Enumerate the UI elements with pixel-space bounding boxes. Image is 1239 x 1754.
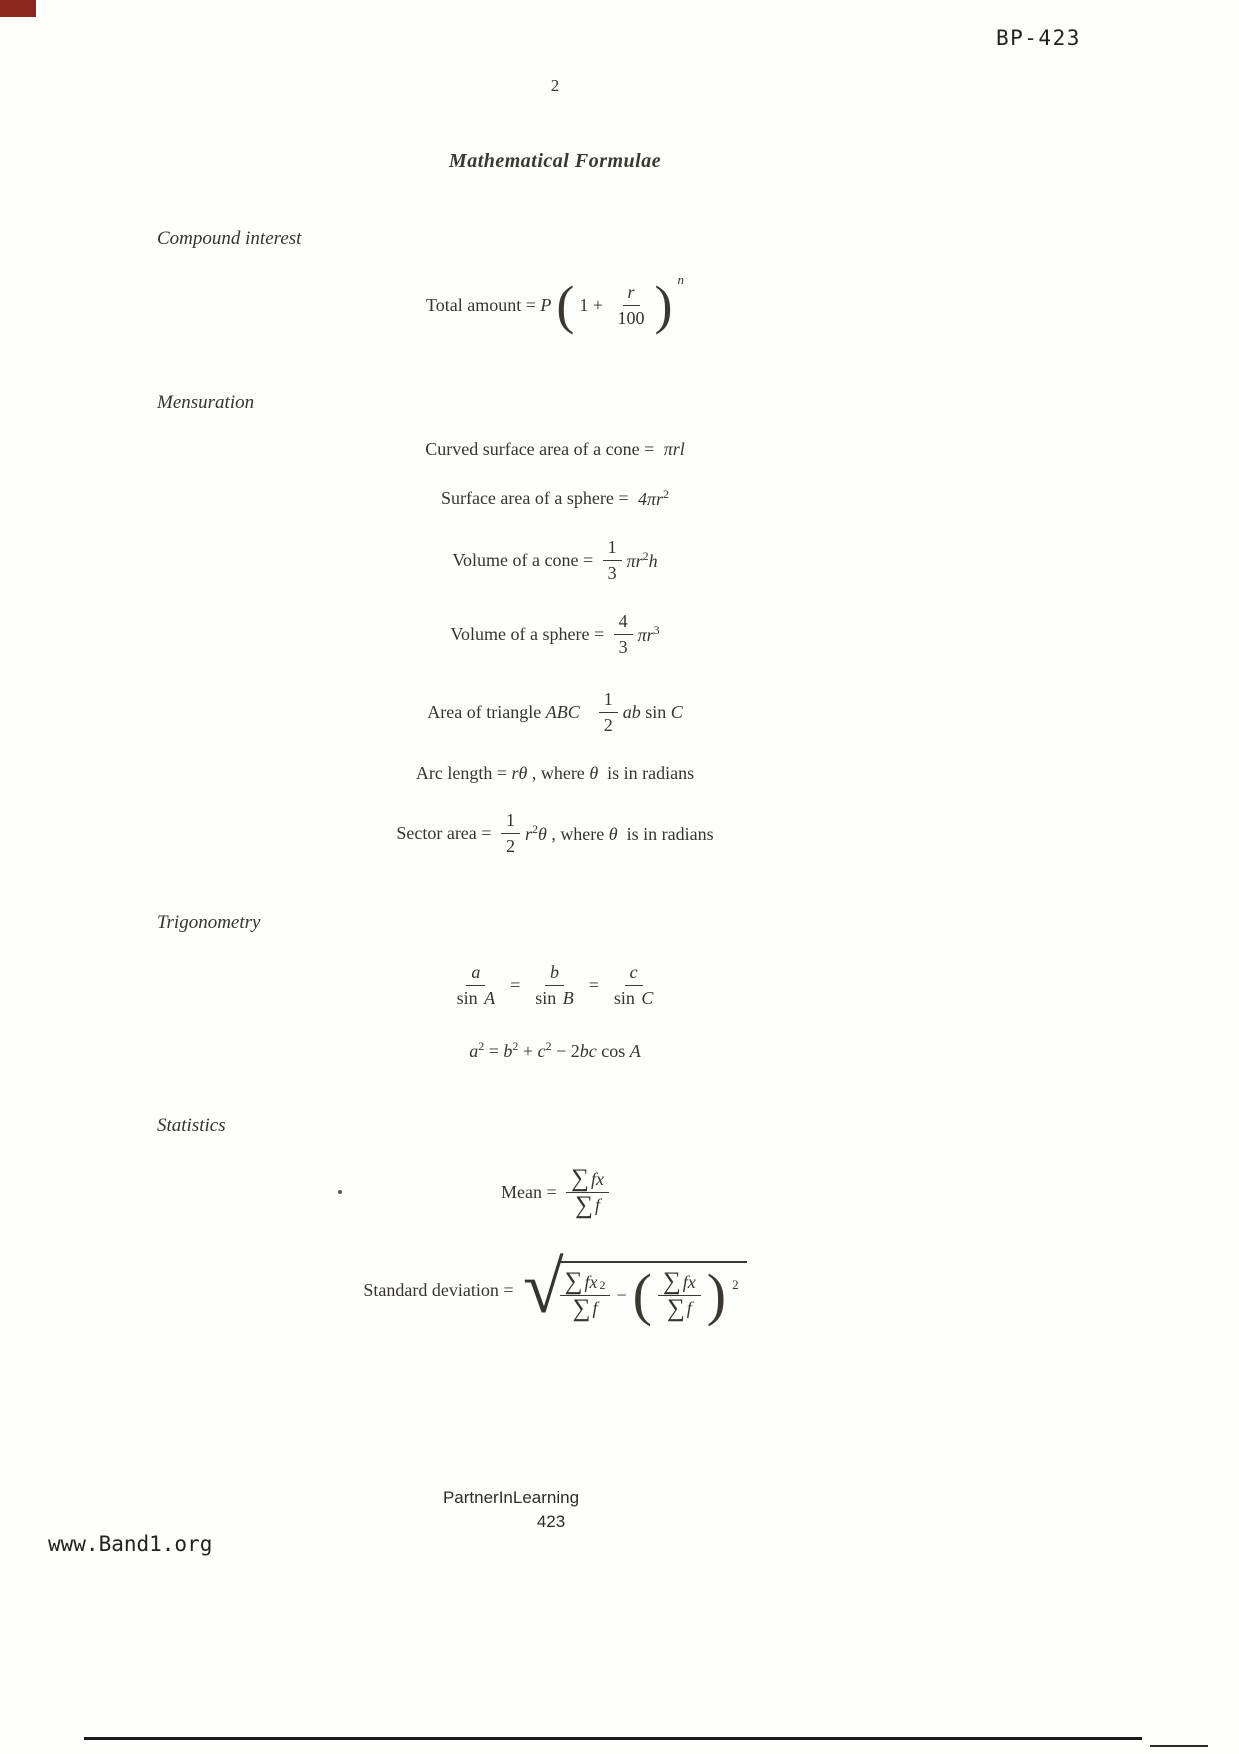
fn-sin: sin	[613, 987, 640, 1008]
post-text: is in radians	[598, 762, 695, 783]
math-text: Mean =	[501, 1181, 562, 1202]
var-fx: fx	[584, 1271, 598, 1292]
sigma-icon: ∑	[666, 1294, 685, 1322]
fraction-fx2-over-f	[560, 1268, 611, 1322]
sigma-icon: ∑	[564, 1268, 583, 1296]
fraction-numerator	[625, 962, 643, 986]
fraction-denominator	[568, 1294, 603, 1322]
var-theta: θ	[589, 762, 599, 783]
fraction-numerator	[466, 962, 485, 986]
fraction-denominator: 2	[603, 714, 613, 735]
exponent-2: 2	[531, 821, 538, 836]
formula-cone-volume	[0, 528, 1110, 592]
var-pir: πr	[626, 550, 643, 571]
radicand: ∑ fx 2 ∑ f − ( ∑ fx ∑ f ) 2	[558, 1261, 747, 1319]
fraction-numerator: 4	[614, 611, 633, 635]
math-text: Standard deviation =	[363, 1279, 519, 1300]
section-heading-statistics: Statistics	[157, 1115, 226, 1136]
fraction-four-thirds	[614, 611, 633, 657]
exponent-2: 2	[478, 1038, 485, 1053]
fraction-c-sinC	[609, 962, 659, 1008]
outer-exponent-2: 2	[732, 1277, 739, 1293]
page-title: Mathematical Formulae	[448, 150, 662, 172]
math-text: Total amount =	[426, 294, 541, 315]
scan-bottom-line	[84, 1737, 1142, 1740]
math-text	[469, 1039, 640, 1062]
fraction-denominator	[609, 986, 659, 1009]
fraction-r-over-100	[613, 282, 650, 328]
sigma-icon: ∑	[575, 1191, 593, 1219]
fraction-numerator	[545, 962, 564, 986]
exponent-2: 2	[512, 1038, 519, 1053]
math-text	[416, 763, 694, 784]
var-c: c	[537, 1040, 546, 1061]
formula-label	[426, 295, 551, 316]
sigma-icon: ∑	[572, 1294, 591, 1322]
var-h: h	[648, 550, 658, 571]
mid-text: , where	[546, 823, 609, 844]
var-fx: fx	[682, 1271, 696, 1292]
formula-cone-surface	[0, 434, 1110, 464]
fraction-b-sinB	[530, 962, 579, 1008]
formula-sector-area	[0, 801, 1110, 865]
var-r: r	[524, 823, 532, 844]
math-text: Curved surface area of a cone =	[425, 438, 659, 459]
math-term	[638, 487, 669, 510]
var-fx: fx	[590, 1168, 604, 1189]
fraction-denominator: 3	[607, 562, 617, 583]
var-4pir: 4πr	[638, 488, 664, 509]
fraction-numerator	[658, 1268, 701, 1296]
scan-bottom-dash	[1150, 1745, 1208, 1747]
section-heading-compound-interest: Compound interest	[157, 228, 302, 249]
math-term	[623, 702, 683, 723]
section-heading-mensuration: Mensuration	[157, 392, 255, 413]
var-angle-a: A	[629, 1040, 641, 1061]
var-f: f	[592, 1297, 598, 1318]
formula-standard-deviation	[0, 1242, 1110, 1338]
math-term	[525, 822, 714, 845]
label-text: Area of triangle	[427, 701, 546, 722]
math-text: 1 +	[579, 294, 608, 315]
watermark-url: www.Band1.org	[48, 1532, 213, 1556]
fraction-one-third	[603, 537, 622, 583]
scan-red-mark	[0, 0, 36, 17]
formula-triangle-area	[0, 680, 1110, 744]
exponent-2: 2	[545, 1038, 552, 1053]
var-bc: bc	[579, 1040, 597, 1061]
var-theta: θ	[537, 823, 547, 844]
var-pirl: πrl	[663, 438, 685, 459]
fn-sin: sin	[535, 987, 561, 1008]
square-root: √ ∑ fx 2 ∑ f − ( ∑ fx ∑ f ) 2	[523, 1261, 747, 1319]
var-angle-c: C	[670, 701, 683, 722]
section-heading-trigonometry: Trigonometry	[157, 912, 261, 933]
fraction-numerator: 1	[501, 810, 520, 834]
var-ab: ab	[622, 701, 641, 722]
exponent-3: 3	[653, 622, 660, 637]
doc-reference: BP-423	[996, 26, 1081, 50]
formula-arc-length	[0, 758, 1110, 788]
footer-brand: PartnerInLearning	[442, 1488, 580, 1507]
var-angle-a: A	[484, 987, 496, 1008]
sigma-icon: ∑	[571, 1165, 589, 1193]
sigma-icon: ∑	[662, 1268, 681, 1296]
formula-sphere-volume	[0, 602, 1110, 666]
fraction-denominator	[570, 1191, 605, 1219]
plus-sign: +	[518, 1040, 538, 1061]
var-a: a	[469, 1040, 479, 1061]
math-term	[638, 623, 660, 646]
equals-sign: =	[588, 974, 599, 995]
var-pir: πr	[637, 624, 654, 645]
fraction-fx-over-f	[658, 1268, 701, 1322]
var-principal: P	[540, 294, 552, 315]
exponent-2: 2	[642, 548, 649, 563]
var-abc: ABC	[545, 701, 580, 722]
var-f: f	[686, 1297, 692, 1318]
var-a: a	[471, 961, 481, 982]
minus-sign: −	[616, 1284, 627, 1305]
math-term	[627, 549, 658, 572]
fraction-numerator	[560, 1268, 611, 1296]
minus-term: − 2	[551, 1040, 580, 1061]
fraction-numerator: 1	[603, 537, 622, 561]
fn-sin: sin	[640, 701, 671, 722]
exponent-n: n	[677, 272, 684, 287]
var-b: b	[549, 961, 559, 982]
post-text: is in radians	[617, 823, 714, 844]
mid-text: , where	[527, 762, 590, 783]
var-theta: θ	[608, 823, 618, 844]
equals-sign: =	[510, 974, 521, 995]
footer-page-number: 423	[536, 1512, 566, 1531]
var-angle-b: B	[562, 987, 574, 1008]
math-text: Volume of a sphere =	[450, 623, 609, 644]
formula-cosine-rule	[0, 1035, 1110, 1065]
var-angle-c: C	[641, 987, 654, 1008]
fraction-denominator	[452, 986, 501, 1009]
fraction-denominator	[530, 986, 579, 1009]
fraction-denominator	[662, 1294, 697, 1322]
exponent-2: 2	[599, 1277, 606, 1292]
exponent-2: 2	[663, 486, 670, 501]
math-text: Sector area =	[396, 822, 496, 843]
fraction-numerator: 1	[599, 689, 618, 713]
math-text	[427, 702, 579, 723]
math-text: Surface area of a sphere =	[440, 487, 633, 508]
formula-mean	[0, 1154, 1110, 1230]
label-text: Arc length =	[415, 762, 512, 783]
fraction-a-sinA	[452, 962, 501, 1008]
fraction-one-half	[599, 689, 618, 735]
math-text: Volume of a cone =	[452, 549, 598, 570]
var-rtheta: rθ	[511, 762, 528, 783]
formula-sine-rule	[0, 953, 1110, 1017]
fraction-denominator: 3	[618, 636, 628, 657]
fraction-mean	[566, 1165, 609, 1219]
formula-total-amount: Total amount = P ( 1 + $\frac{r}{100}$ ) n	[426, 272, 684, 335]
fn-cos: cos	[596, 1040, 630, 1061]
var-c: c	[629, 961, 638, 982]
var-f: f	[594, 1194, 600, 1215]
formula-sphere-surface	[0, 483, 1110, 513]
fn-sin: sin	[456, 987, 483, 1008]
var-b: b	[503, 1040, 513, 1061]
equals-sign: =	[484, 1040, 504, 1061]
fraction-one-half	[501, 810, 520, 856]
fraction-numerator	[623, 282, 640, 306]
fraction-denominator: 2	[505, 835, 515, 856]
fraction-numerator	[566, 1165, 609, 1193]
fraction-denominator: 100	[617, 307, 645, 328]
var-r: r	[627, 281, 635, 302]
page-number: 2	[550, 76, 560, 95]
